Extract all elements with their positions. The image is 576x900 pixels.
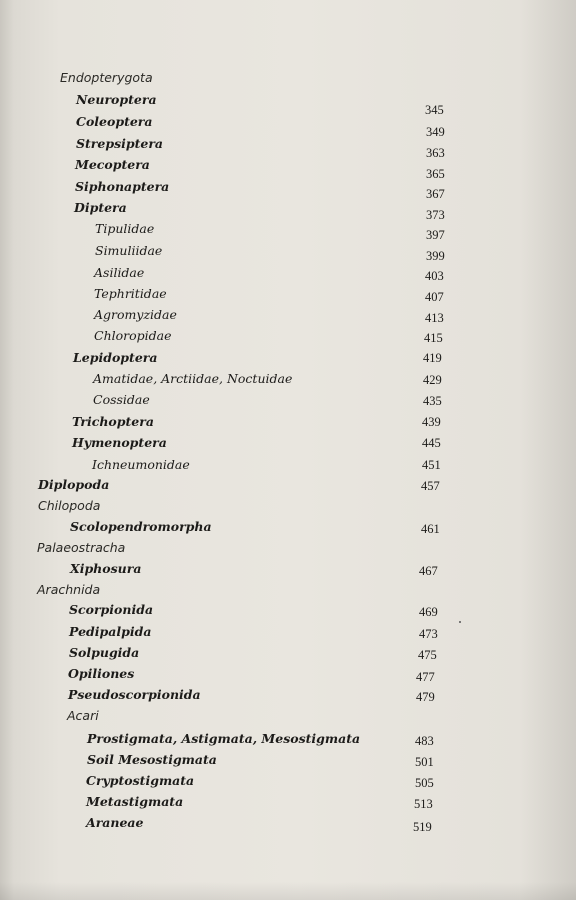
entry-name: Cossidae [93,392,150,407]
entry-name: Prostigmata, Astigmata, Mesostigmata [87,731,361,746]
entry-name: Tipulidae [95,221,155,236]
entry-page: 419 [423,351,442,365]
toc-entry-ichneumonidae [92,457,576,477]
entry-page: 373 [426,208,445,222]
entry-page: 483 [415,734,434,748]
toc-entry-hymenoptera [72,435,576,455]
toc-entry-palaeostracha [37,540,576,560]
toc-entry-solpugida [69,645,576,665]
entry-page: 403 [425,269,444,283]
toc-entry-siphonaptera [75,179,576,199]
entry-page: 475 [418,648,437,662]
toc-entry-trichoptera [72,414,576,434]
entry-name: Diptera [74,200,127,215]
entry-name: Neuroptera [76,92,157,107]
entry-name: Metastigmata [86,794,184,809]
toc-entry-cossidae [93,392,576,412]
entry-page: 479 [416,690,435,704]
toc-entry-pseudoscorpionida [68,687,576,707]
toc-entry-tephritidae [94,286,576,306]
entry-page: 467 [419,564,438,578]
entry-name: Tephritidae [94,286,167,301]
toc-entry-mecoptera [75,157,576,181]
toc-entry-acari [67,708,576,728]
entry-page: 363 [426,146,445,160]
toc-entry-scolopendromorpha [70,519,576,539]
entry-page: 505 [415,776,434,790]
entry-name: Trichoptera [72,414,154,429]
toc-entry-chilopoda [38,498,576,518]
entry-name: Hymenoptera [72,435,167,450]
entry-page: 397 [426,228,445,242]
toc-entry-prostigmata [87,731,576,751]
entry-name: Araneae [86,815,144,830]
toc-entry-metastigmata [86,794,576,814]
entry-name: Strepsiptera [76,136,164,151]
entry-page: 513 [414,797,433,811]
toc-entry-chloropidae [94,328,576,348]
toc-entry-araneae [86,815,576,835]
toc-entry-arachnida [37,582,576,602]
toc-entry-soil-mesostigmata [87,752,576,772]
entry-name: Pedipalpida [69,624,152,639]
entry-name: Xiphosura [70,561,142,576]
toc-entry-neuroptera [76,92,576,117]
entry-page: 367 [426,187,445,201]
entry-name: Opiliones [68,666,135,681]
entry-name: Acari [67,708,99,723]
entry-name: Mecoptera [75,157,150,172]
toc-entry-opiliones [68,666,576,686]
toc-entry-lepidoptera [73,350,576,370]
entry-page: 439 [422,415,441,429]
entry-page: 407 [425,290,444,304]
toc-entry-endopterygota [60,70,576,90]
toc-entry-xiphosura [70,561,576,581]
toc-entry-tipulidae [95,221,576,241]
toc-entry-amatidae [93,371,576,391]
entry-name: Lepidoptera [73,350,158,365]
entry-name: Simuliidae [95,243,163,258]
entry-page: 451 [422,458,441,472]
entry-page: 445 [422,436,441,450]
entry-page: 399 [426,249,445,263]
ink-speck [459,621,461,623]
entry-name: Amatidae, Arctiidae, Noctuidae [93,371,293,386]
entry-page: 349 [426,125,445,139]
toc-entry-asilidae [94,265,576,285]
entry-name: Arachnida [37,582,101,597]
entry-page: 345 [425,103,444,117]
entry-name: Coleoptera [76,114,153,129]
entry-name: Chilopoda [38,498,101,513]
entry-page: 457 [421,479,440,493]
entry-page: 365 [426,167,445,181]
entry-page: 461 [421,522,440,536]
entry-name: Palaeostracha [37,540,126,555]
entry-name: Diplopoda [38,477,110,492]
toc-entry-diptera [74,200,576,220]
entry-name: Agromyzidae [94,307,177,322]
toc-entry-pedipalpida [69,624,576,644]
toc-entry-agromyzidae [94,307,576,327]
toc-entry-coleoptera [76,114,576,139]
toc-entry-strepsiptera [76,136,576,160]
entry-name: Asilidae [94,265,145,280]
entry-name: Soil Mesostigmata [87,752,217,767]
toc-entry-simuliidae [95,243,576,263]
entry-name: Chloropidae [94,328,172,343]
entry-page: 413 [425,311,444,325]
entry-name: Endopterygota [60,70,153,85]
entry-page: 477 [416,670,435,684]
entry-name: Solpugida [69,645,140,660]
entry-page: 473 [419,627,438,641]
entry-name: Cryptostigmata [86,773,195,788]
entry-name: Siphonaptera [75,179,170,194]
entry-page: 519 [413,820,432,834]
toc-entry-diplopoda [38,477,576,497]
entry-page: 415 [424,331,443,345]
entry-name: Scorpionida [69,602,154,617]
entry-name: Pseudoscorpionida [68,687,201,702]
entry-page: 501 [415,755,434,769]
entry-page: 429 [423,373,442,387]
entry-name: Scolopendromorpha [70,519,212,534]
entry-name: Ichneumonidae [92,457,190,472]
toc-entry-scorpionida [69,602,576,622]
entry-page: 435 [423,394,442,408]
toc-entry-cryptostigmata [86,773,576,793]
entry-page: 469 [419,605,438,619]
